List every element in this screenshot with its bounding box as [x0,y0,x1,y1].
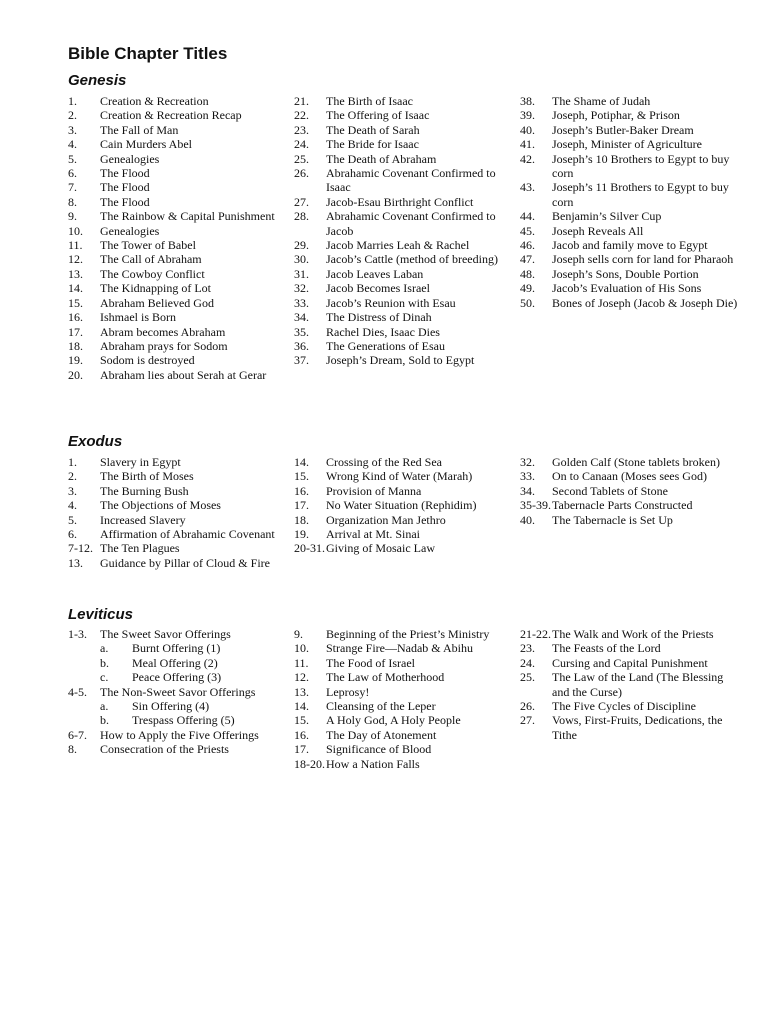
chapter-entry [68,94,288,108]
chapter-title: The Objections of Moses [100,498,221,513]
chapter-number: 16. [294,483,309,498]
chapter-title: The Flood [100,166,150,181]
chapter-number: 13. [294,684,309,699]
chapter-title: Trespass Offering (5) [132,713,235,728]
chapter-title: Wrong Kind of Water (Marah) [326,469,473,484]
chapter-number: 4. [68,137,77,152]
chapter-title: The Walk and Work of the Priests [552,627,714,641]
chapter-number: 27. [294,194,309,209]
chapter-entry [68,180,288,194]
chapter-title: Jacob’s Reunion with Esau [326,295,456,310]
chapter-number: 11. [68,238,83,253]
chapter-number: 10. [294,641,309,656]
chapter-title: Joseph Reveals All [552,223,644,238]
chapter-title: On to Canaan (Moses sees God) [552,469,707,484]
chapter-title: The Cowboy Conflict [100,266,205,281]
chapter-number: 8. [68,194,77,209]
chapter-title: Joseph’s Butler-Baker Dream [552,122,694,137]
chapter-title: Genealogies [100,223,160,238]
chapter-title: The Kidnapping of Lot [100,281,211,296]
genesis-column-1 [68,94,288,382]
chapter-title: Jacob and family move to Egypt [552,238,708,253]
chapter-number: 41. [520,137,535,152]
chapter-title: Bones of Joseph (Jacob & Joseph Die) [552,295,738,310]
leviticus-column-1 [68,627,288,757]
chapter-title: Jacob-Esau Birthright Conflict [326,194,474,209]
chapter-title: The Bride for Isaac [326,137,419,152]
chapter-title: The Flood [100,194,150,209]
chapter-number: 22. [294,108,309,123]
chapter-title: Cursing and Capital Punishment [552,655,708,670]
chapter-entry [520,152,740,181]
chapter-title: Affirmation of Abrahamic Covenant [100,527,275,542]
chapter-title: Consecration of the Priests [100,742,229,757]
chapter-number: 19. [294,527,309,542]
chapter-entry [294,455,514,469]
chapter-number: 26. [520,699,535,714]
chapter-number: 3. [68,483,77,498]
chapter-number: 33. [520,469,535,484]
chapter-entry [294,656,514,670]
chapter-title: Joseph sells corn for land for Pharaoh [552,252,734,267]
chapter-entry [520,224,740,238]
chapter-title: The Fall of Man [100,122,179,137]
chapter-number: 15. [294,713,309,728]
chapter-entry [520,137,740,151]
chapter-number: 31. [294,266,309,281]
chapter-title: The Generations of Esau [326,338,445,353]
chapter-title: Creation & Recreation [100,94,209,108]
chapter-entry [68,152,288,166]
chapter-number: 6. [68,166,77,181]
chapter-entry [68,353,288,367]
chapter-entry [520,252,740,266]
chapter-number: 25. [294,151,309,166]
chapter-title: Cleansing of the Leper [326,699,436,714]
chapter-entry [68,627,288,641]
sub-entry [68,713,288,727]
chapter-number: 2. [68,108,77,123]
chapter-number: 11. [294,655,309,670]
chapter-title: Rachel Dies, Isaac Dies [326,324,440,339]
chapter-title: The Food of Israel [326,655,415,670]
chapter-entry [68,238,288,252]
chapter-number: 44. [520,209,535,224]
chapter-number: 21. [294,94,309,108]
chapter-title: The Rainbow & Capital Punishment [100,209,275,224]
chapter-entry [68,166,288,180]
chapter-title: Meal Offering (2) [132,655,218,670]
chapter-entry [68,108,288,122]
chapter-title: Jacob Becomes Israel [326,281,430,296]
leviticus-column-2 [294,627,514,771]
chapter-title: Guidance by Pillar of Cloud & Fire [100,555,270,570]
chapter-entry [294,484,514,498]
chapter-number: 19. [68,353,83,368]
exodus-column-2 [294,455,514,556]
chapter-entry [294,123,514,137]
chapter-title: Vows, First-Fruits, Dedications, the Tithe [552,713,723,742]
chapter-title: Provision of Manna [326,483,422,498]
sub-entry [68,670,288,684]
chapter-entry [520,469,740,483]
chapter-title: The Death of Sarah [326,122,420,137]
chapter-entry [68,137,288,151]
chapter-title: The Offering of Isaac [326,108,430,123]
chapter-title: The Call of Abraham [100,252,202,267]
chapter-number: 42. [520,151,535,166]
chapter-title: Cain Murders Abel [100,137,192,152]
chapter-number: 7-12. [68,541,93,556]
chapter-number: 23. [294,122,309,137]
chapter-entry [520,455,740,469]
chapter-number: 16. [68,310,83,325]
chapter-number: 27. [520,713,535,728]
chapter-entry [68,728,288,742]
chapter-number: 6-7. [68,727,87,742]
chapter-title: The Non-Sweet Savor Offerings [100,684,256,699]
chapter-entry [294,353,514,367]
chapter-number: 7. [68,180,77,195]
chapter-number: 24. [294,137,309,152]
chapter-title: The Feasts of the Lord [552,641,661,656]
chapter-entry [68,339,288,353]
chapter-number: 2. [68,469,77,484]
chapter-entry [520,484,740,498]
chapter-title: Tabernacle Parts Constructed [552,498,693,513]
chapter-number: b. [100,655,109,670]
chapter-title: Abraham lies about Serah at Gerar [100,367,267,382]
chapter-title: Abraham Believed God [100,295,214,310]
chapter-title: Genealogies [100,151,160,166]
chapter-number: 14. [294,699,309,714]
chapter-title: No Water Situation (Rephidim) [326,498,477,513]
chapter-number: 8. [68,742,77,757]
chapter-number: 25. [520,670,535,685]
chapter-title: Slavery in Egypt [100,455,181,469]
chapter-number: 40. [520,512,535,527]
chapter-title: Abram becomes Abraham [100,324,226,339]
chapter-number: 35-39. [520,498,551,513]
chapter-entry [294,742,514,756]
chapter-number: 15. [68,295,83,310]
chapter-title: The Distress of Dinah [326,310,432,325]
chapter-number: 26. [294,166,309,181]
chapter-entry [520,627,740,641]
chapter-title: The Ten Plagues [100,541,180,556]
book-title-leviticus: Leviticus [68,606,134,623]
chapter-entry [520,267,740,281]
chapter-number: 28. [294,209,309,224]
book-title-exodus: Exodus [68,433,123,450]
sub-entry [68,641,288,655]
chapter-title: Creation & Recreation Recap [100,108,242,123]
sub-entry [68,656,288,670]
chapter-number: a. [100,641,109,656]
chapter-number: 18-20. [294,756,325,771]
chapter-entry [520,108,740,122]
chapter-title: Peace Offering (3) [132,670,222,685]
chapter-number: 4-5. [68,684,87,699]
chapter-entry [294,699,514,713]
chapter-number: 12. [294,670,309,685]
chapter-entry [68,296,288,310]
chapter-entry [520,180,740,209]
chapter-title: Joseph’s 11 Brothers to Egypt to buy corn [552,180,729,209]
chapter-number: 46. [520,238,535,253]
chapter-entry [68,325,288,339]
chapter-entry [68,484,288,498]
chapter-title: Jacob’s Cattle (method of breeding) [326,252,498,267]
chapter-number: a. [100,699,109,714]
chapter-number: 20-31. [294,541,325,556]
chapter-entry [520,713,740,742]
chapter-title: The Day of Atonement [326,727,437,742]
chapter-number: 37. [294,353,309,368]
chapter-title: The Shame of Judah [552,94,651,108]
chapter-entry [294,108,514,122]
chapter-number: 24. [520,655,535,670]
chapter-number: 1. [68,455,77,469]
chapter-number: 38. [520,94,535,108]
chapter-entry [520,209,740,223]
chapter-entry [294,281,514,295]
chapter-number: 35. [294,324,309,339]
chapter-number: 16. [294,727,309,742]
chapter-number: 43. [520,180,535,195]
chapter-title: Golden Calf (Stone tablets broken) [552,455,720,469]
chapter-entry [68,252,288,266]
chapter-title: Giving of Mosaic Law [326,541,435,556]
chapter-title: The Birth of Isaac [326,94,413,108]
chapter-title: Abraham prays for Sodom [100,338,228,353]
chapter-entry [68,195,288,209]
chapter-title: Organization Man Jethro [326,512,446,527]
chapter-entry [68,310,288,324]
chapter-title: The Law of the Land (The Blessing and the Curse) [552,670,724,699]
chapter-title: The Flood [100,180,150,195]
chapter-number: 12. [68,252,83,267]
chapter-number: 39. [520,108,535,123]
chapter-title: Strange Fire—Nadab & Abihu [326,641,473,656]
chapter-number: 32. [520,455,535,469]
chapter-entry [520,670,740,699]
chapter-number: 4. [68,498,77,513]
chapter-title: Joseph’s Sons, Double Portion [552,266,699,281]
chapter-entry [520,238,740,252]
chapter-number: 3. [68,122,77,137]
chapter-title: Arrival at Mt. Sinai [326,527,420,542]
sub-entry [68,699,288,713]
chapter-number: 18. [294,512,309,527]
genesis-column-2 [294,94,514,368]
chapter-number: 14. [68,281,83,296]
chapter-number: 9. [294,627,303,641]
chapter-entry [294,713,514,727]
chapter-entry [68,455,288,469]
chapter-title: The Five Cycles of Discipline [552,699,696,714]
chapter-title: How to Apply the Five Offerings [100,727,259,742]
chapter-entry [520,513,740,527]
chapter-entry [68,527,288,541]
chapter-title: Sodom is destroyed [100,353,195,368]
chapter-title: Jacob’s Evaluation of His Sons [552,281,702,296]
chapter-title: Benjamin’s Silver Cup [552,209,662,224]
page-title: Bible Chapter Titles [68,44,228,63]
chapter-entry [294,296,514,310]
chapter-number: 6. [68,527,77,542]
chapter-entry [294,627,514,641]
chapter-title: Second Tablets of Stone [552,483,668,498]
exodus-column-3 [520,455,740,527]
chapter-entry [294,267,514,281]
chapter-title: Sin Offering (4) [132,699,210,714]
chapter-entry [68,123,288,137]
chapter-number: 21-22. [520,627,551,641]
chapter-number: 29. [294,238,309,253]
chapter-entry [68,556,288,570]
chapter-entry [294,527,514,541]
chapter-number: 48. [520,266,535,281]
chapter-title: Jacob Leaves Laban [326,266,424,281]
chapter-title: Abrahamic Covenant Confirmed to Jacob [326,209,496,238]
chapter-title: Beginning of the Priest’s Ministry [326,627,490,641]
chapter-number: 32. [294,281,309,296]
chapter-entry [294,498,514,512]
chapter-entry [294,325,514,339]
chapter-number: 18. [68,338,83,353]
chapter-entry [294,238,514,252]
chapter-number: 17. [68,324,83,339]
chapter-title: Increased Slavery [100,512,186,527]
chapter-entry [294,339,514,353]
chapter-number: 1-3. [68,627,87,641]
chapter-title: Jacob Marries Leah & Rachel [326,238,470,253]
chapter-number: 34. [294,310,309,325]
chapter-entry [68,498,288,512]
chapter-number: 10. [68,223,83,238]
chapter-entry [294,94,514,108]
chapter-entry [294,310,514,324]
chapter-number: 1. [68,94,77,108]
genesis-column-3 [520,94,740,310]
chapter-entry [68,469,288,483]
chapter-entry [294,541,514,555]
chapter-number: c. [100,670,109,685]
exodus-column-1 [68,455,288,570]
chapter-entry [68,685,288,699]
chapter-title: Crossing of the Red Sea [326,455,442,469]
chapter-entry [520,94,740,108]
chapter-title: The Birth of Moses [100,469,194,484]
chapter-title: Joseph, Minister of Agriculture [552,137,702,152]
chapter-title: Leprosy! [326,684,370,699]
chapter-entry [68,368,288,382]
chapter-number: 23. [520,641,535,656]
chapter-number: 13. [68,555,83,570]
chapter-entry [294,137,514,151]
chapter-number: 20. [68,367,83,382]
chapter-title: A Holy God, A Holy People [326,713,461,728]
chapter-entry [294,469,514,483]
chapter-entry [294,513,514,527]
chapter-entry [294,166,514,195]
chapter-entry [68,541,288,555]
chapter-number: 45. [520,223,535,238]
chapter-number: 50. [520,295,535,310]
chapter-number: 49. [520,281,535,296]
chapter-title: How a Nation Falls [326,756,420,771]
chapter-entry [68,209,288,223]
chapter-entry [520,123,740,137]
chapter-entry [294,670,514,684]
chapter-entry [294,152,514,166]
chapter-entry [68,281,288,295]
chapter-number: 13. [68,266,83,281]
chapter-entry [68,267,288,281]
chapter-title: Significance of Blood [326,742,432,757]
chapter-number: 15. [294,469,309,484]
chapter-number: 9. [68,209,77,224]
chapter-title: Burnt Offering (1) [132,641,221,656]
chapter-number: 30. [294,252,309,267]
leviticus-column-3 [520,627,740,742]
chapter-title: Joseph, Potiphar, & Prison [552,108,680,123]
chapter-title: Joseph’s Dream, Sold to Egypt [326,353,475,368]
chapter-number: 5. [68,512,77,527]
chapter-number: 33. [294,295,309,310]
chapter-number: 40. [520,122,535,137]
chapter-title: The Law of Motherhood [326,670,445,685]
chapter-title: Abrahamic Covenant Confirmed to Isaac [326,166,496,195]
chapter-entry [520,281,740,295]
chapter-entry [294,209,514,238]
chapter-number: 17. [294,498,309,513]
chapter-number: b. [100,713,109,728]
chapter-number: 17. [294,742,309,757]
chapter-number: 34. [520,483,535,498]
chapter-entry [294,195,514,209]
chapter-title: Joseph’s 10 Brothers to Egypt to buy corn [552,151,730,181]
chapter-number: 5. [68,151,77,166]
chapter-entry [294,728,514,742]
chapter-title: The Burning Bush [100,483,189,498]
chapter-entry [68,224,288,238]
chapter-entry [68,513,288,527]
chapter-entry [294,252,514,266]
chapter-title: The Death of Abraham [326,151,437,166]
chapter-entry [520,656,740,670]
chapter-entry [294,757,514,771]
book-title-genesis: Genesis [68,72,127,89]
chapter-title: The Tabernacle is Set Up [552,512,673,527]
chapter-entry [520,296,740,310]
chapter-entry [520,699,740,713]
chapter-entry [294,641,514,655]
chapter-title: The Sweet Savor Offerings [100,627,231,641]
chapter-entry [294,685,514,699]
chapter-number: 47. [520,252,535,267]
chapter-number: 36. [294,338,309,353]
chapter-entry [520,498,740,512]
chapter-title: The Tower of Babel [100,238,196,253]
chapter-entry [520,641,740,655]
chapter-entry [68,742,288,756]
chapter-number: 14. [294,455,309,469]
chapter-title: Ishmael is Born [100,310,176,325]
